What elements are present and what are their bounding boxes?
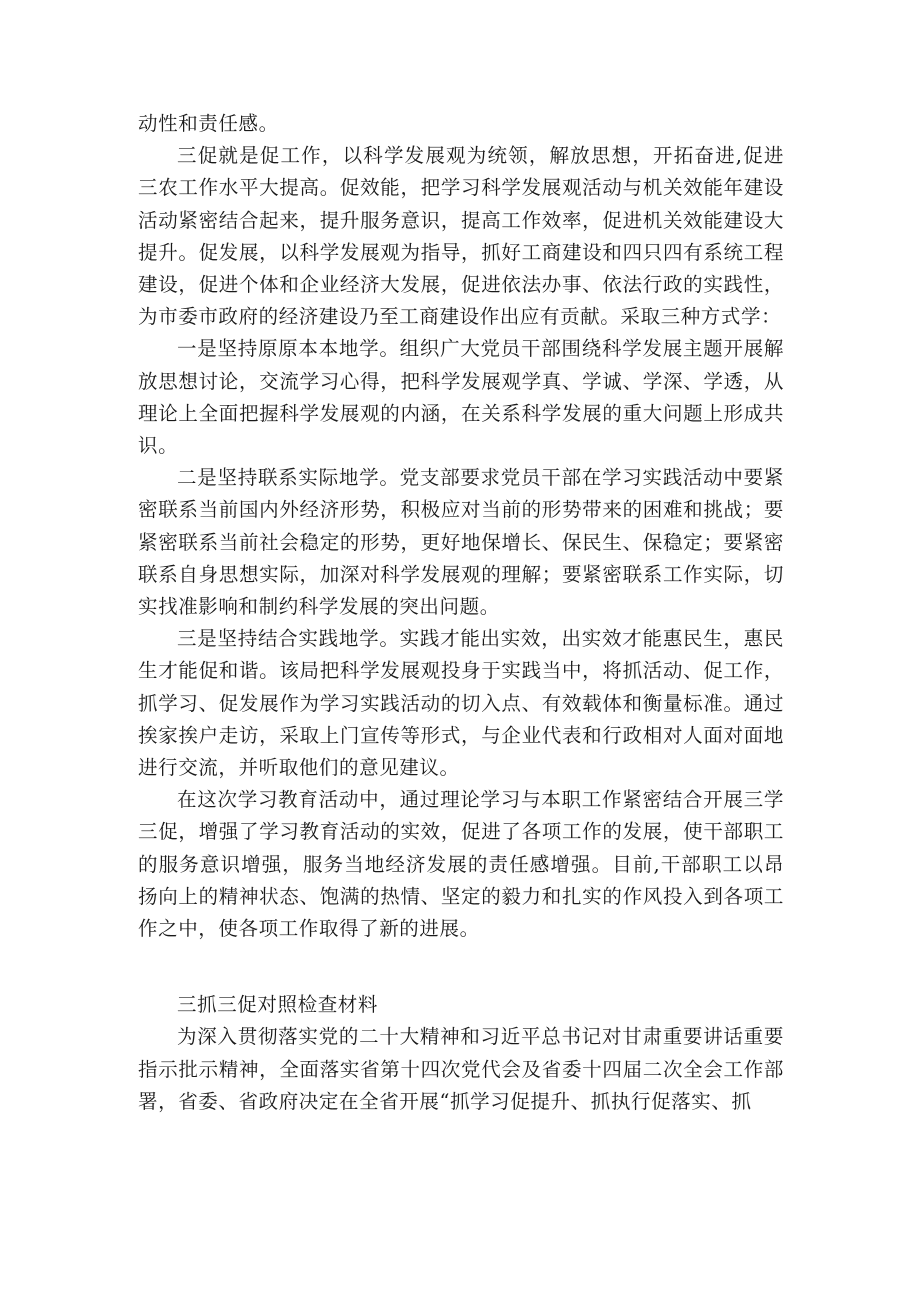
paragraph-method-three: 三是坚持结合实践地学。实践才能出实效，出实效才能惠民生，惠民生才能促和谐。该局把科学发展观投身于实践当中，将抓活动、促工作，抓学习、促发展作为学习实践活动的切入点、有效载体和衡量标准。通过挨家挨户走访，采取上门宣传等形式，与企业代表和行政相对人面对面地进行交流，并听取他们的意见建议。: [138, 627, 784, 780]
section-spacer: [138, 945, 784, 989]
paragraph-conclusion: 在这次学习教育活动中，通过理论学习与本职工作紧密结合开展三学三促，增强了学习教育活动的实效，促进了各项工作的发展，使干部职工的服务意识增强，服务当地经济发展的责任感增强。目前,干部职工以昂扬向上的精神状态、饱满的热情、坚定的毅力和扎实的作风投入到各项工作之中，使各项工作取得了新的进展。: [138, 788, 784, 941]
paragraph-method-one: 一是坚持原原本本地学。组织广大党员干部围绕科学发展主题开展解放思想讨论，交流学习心得，把科学发展观学真、学诚、学深、学透，从理论上全面把握科学发展观的内涵，在关系科学发展的重大问题上形成共识。: [138, 337, 784, 458]
paragraph-intro-new-section: 为深入贯彻落实党的二十大精神和习近平总书记对甘肃重要讲话重要指示批示精神，全面落实省第十四次党代会及省委十四届二次全会工作部署，省委、省政府决定在全省开展“抓学习促提升、抓执行促落实、抓: [138, 1025, 784, 1113]
paragraph-continuation: 动性和责任感。: [138, 112, 279, 135]
paragraph-three-promotions: 三促就是促工作，以科学发展观为统领，解放思想，开拓奋进,促进三农工作水平大提高。促效能，把学习科学发展观活动与机关效能年建设活动紧密结合起来，提升服务意识，提高工作效率，促进机关效能建设大提升。促发展，以科学发展观为指导，抓好工商建设和四只四有系统工程建设，促进个体和企业经济大发展，促进依法办事、依法行政的实践性，为市委市政府的经济建设乃至工商建设作出应有贡献。采取三种方式学：: [138, 144, 784, 329]
paragraph-method-two: 二是坚持联系实际地学。党支部要求党员干部在学习实践活动中要紧密联系当前国内外经济形势，积极应对当前的形势带来的困难和挑战；要紧密联系当前社会稳定的形势，更好地保增长、保民生、保稳定；要紧密联系自身思想实际，加深对科学发展观的理解；要紧密联系工作实际，切实找准影响和制约科学发展的突出问题。: [138, 466, 784, 619]
document-page: [138, 108, 784, 1118]
section-title: 三抓三促对照检查材料: [177, 993, 379, 1017]
